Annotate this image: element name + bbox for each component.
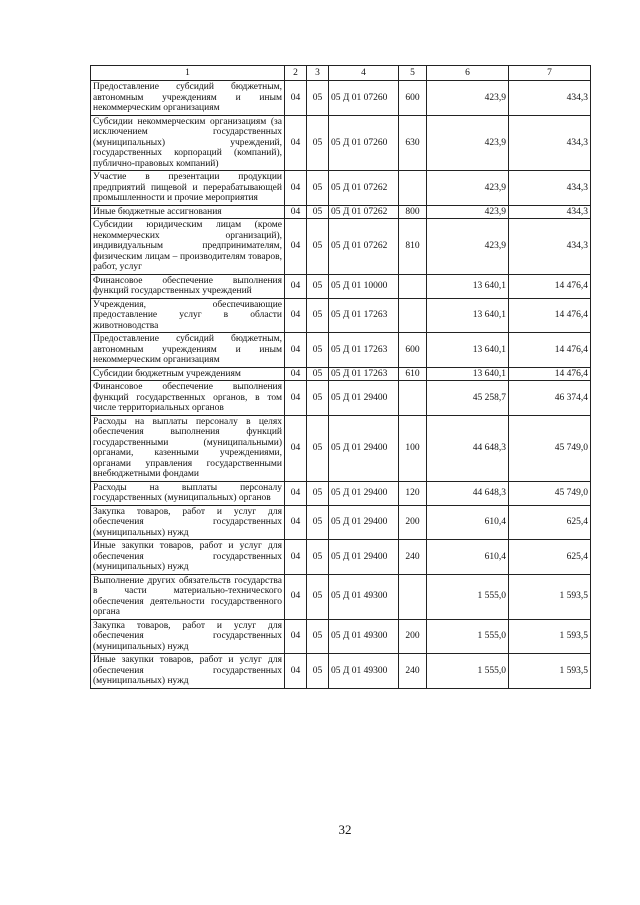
- section-code-cell: 04: [285, 367, 307, 381]
- amount-year2-cell: 1 593,5: [509, 574, 591, 619]
- row-name-cell: Участие в презентации продукции предприятий пищевой и перерабатывающей промышленности и прочие мероприятия: [91, 171, 285, 206]
- row-name-cell: Субсидии бюджетным учреждениям: [91, 367, 285, 381]
- target-article-cell: 05 Д 01 29400: [329, 381, 399, 416]
- target-article-cell: 05 Д 01 29400: [329, 505, 399, 540]
- target-article-cell: 05 Д 01 07260: [329, 115, 399, 171]
- subsection-code-cell: 05: [307, 367, 329, 381]
- amount-year1-cell: 423,9: [427, 115, 509, 171]
- amount-year2-cell: 45 749,0: [509, 481, 591, 505]
- header-row: [91, 66, 591, 81]
- amount-year1-cell: 13 640,1: [427, 298, 509, 333]
- section-code-cell: 04: [285, 274, 307, 298]
- amount-year2-cell: 434,3: [509, 115, 591, 171]
- amount-year2-cell: 45 749,0: [509, 415, 591, 481]
- row-name-cell: Предоставление субсидий бюджетным, автономным учреждениям и иным некоммерческим организациям: [91, 333, 285, 368]
- target-article-cell: 05 Д 01 17263: [329, 333, 399, 368]
- header-cell: 1: [91, 66, 285, 81]
- table-row: [91, 333, 591, 368]
- page-number: 32: [338, 822, 352, 837]
- amount-year1-cell: 610,4: [427, 505, 509, 540]
- amount-year2-cell: 625,4: [509, 505, 591, 540]
- expense-type-cell: 600: [399, 81, 427, 116]
- row-name-cell: Финансовое обеспечение выполнения функций государственных учреждений: [91, 274, 285, 298]
- amount-year2-cell: 1 593,5: [509, 619, 591, 654]
- expense-type-cell: 630: [399, 115, 427, 171]
- expense-type-cell: [399, 574, 427, 619]
- target-article-cell: 05 Д 01 17263: [329, 298, 399, 333]
- expense-type-cell: 600: [399, 333, 427, 368]
- row-name-cell: Закупка товаров, работ и услуг для обеспечения государственных (муниципальных) нужд: [91, 619, 285, 654]
- row-name-cell: Иные закупки товаров, работ и услуг для обеспечения государственных (муниципальных) нужд: [91, 540, 285, 575]
- table-row: [91, 81, 591, 116]
- amount-year1-cell: 423,9: [427, 171, 509, 206]
- amount-year2-cell: 46 374,4: [509, 381, 591, 416]
- table-row: [91, 205, 591, 219]
- section-code-cell: 04: [285, 574, 307, 619]
- table-row: [91, 171, 591, 206]
- row-name-cell: Субсидии юридическим лицам (кроме некоммерческих организаций), индивидуальным предпринимателям, физическим лицам – производителям товаров, работ, услуг: [91, 219, 285, 275]
- target-article-cell: 05 Д 01 29400: [329, 540, 399, 575]
- target-article-cell: 05 Д 01 10000: [329, 274, 399, 298]
- amount-year1-cell: 1 555,0: [427, 574, 509, 619]
- subsection-code-cell: 05: [307, 540, 329, 575]
- target-article-cell: 05 Д 01 07262: [329, 171, 399, 206]
- header-cell: 6: [427, 66, 509, 81]
- section-code-cell: 04: [285, 540, 307, 575]
- table-row: [91, 381, 591, 416]
- subsection-code-cell: 05: [307, 81, 329, 116]
- row-name-cell: Иные закупки товаров, работ и услуг для обеспечения государственных (муниципальных) нужд: [91, 654, 285, 689]
- amount-year1-cell: 423,9: [427, 205, 509, 219]
- target-article-cell: 05 Д 01 49300: [329, 619, 399, 654]
- subsection-code-cell: 05: [307, 505, 329, 540]
- row-name-cell: Финансовое обеспечение выполнения функций государственных органов, в том числе территориальных органов: [91, 381, 285, 416]
- section-code-cell: 04: [285, 333, 307, 368]
- target-article-cell: 05 Д 01 17263: [329, 367, 399, 381]
- section-code-cell: 04: [285, 619, 307, 654]
- subsection-code-cell: 05: [307, 481, 329, 505]
- expense-type-cell: 120: [399, 481, 427, 505]
- amount-year1-cell: 13 640,1: [427, 333, 509, 368]
- section-code-cell: 04: [285, 481, 307, 505]
- expense-type-cell: [399, 171, 427, 206]
- amount-year1-cell: 44 648,3: [427, 415, 509, 481]
- section-code-cell: 04: [285, 205, 307, 219]
- row-name-cell: Закупка товаров, работ и услуг для обеспечения государственных (муниципальных) нужд: [91, 505, 285, 540]
- header-cell: 7: [509, 66, 591, 81]
- target-article-cell: 05 Д 01 29400: [329, 481, 399, 505]
- table-row: [91, 367, 591, 381]
- amount-year1-cell: 13 640,1: [427, 274, 509, 298]
- section-code-cell: 04: [285, 171, 307, 206]
- section-code-cell: 04: [285, 654, 307, 689]
- row-name-cell: Учреждения, обеспечивающие предоставление услуг в области животноводства: [91, 298, 285, 333]
- amount-year1-cell: 423,9: [427, 81, 509, 116]
- expense-type-cell: [399, 381, 427, 416]
- expense-type-cell: 100: [399, 415, 427, 481]
- target-article-cell: 05 Д 01 07260: [329, 81, 399, 116]
- expense-type-cell: 800: [399, 205, 427, 219]
- subsection-code-cell: 05: [307, 654, 329, 689]
- row-name-cell: Выполнение других обязательств государства в части материально-технического обеспечения деятельности государственного органа: [91, 574, 285, 619]
- subsection-code-cell: 05: [307, 333, 329, 368]
- table-row: [91, 415, 591, 481]
- amount-year2-cell: 434,3: [509, 219, 591, 275]
- expense-type-cell: 200: [399, 505, 427, 540]
- target-article-cell: 05 Д 01 49300: [329, 654, 399, 689]
- table-row: [91, 115, 591, 171]
- amount-year1-cell: 610,4: [427, 540, 509, 575]
- amount-year2-cell: 14 476,4: [509, 367, 591, 381]
- amount-year2-cell: 434,3: [509, 171, 591, 206]
- target-article-cell: 05 Д 01 07262: [329, 205, 399, 219]
- expense-type-cell: 810: [399, 219, 427, 275]
- subsection-code-cell: 05: [307, 574, 329, 619]
- table-row: [91, 574, 591, 619]
- amount-year2-cell: 14 476,4: [509, 298, 591, 333]
- subsection-code-cell: 05: [307, 381, 329, 416]
- row-name-cell: Расходы на выплаты персоналу государственных (муниципальных) органов: [91, 481, 285, 505]
- table-row: [91, 619, 591, 654]
- section-code-cell: 04: [285, 81, 307, 116]
- amount-year1-cell: 13 640,1: [427, 367, 509, 381]
- expense-type-cell: 240: [399, 540, 427, 575]
- amount-year2-cell: 1 593,5: [509, 654, 591, 689]
- amount-year1-cell: 45 258,7: [427, 381, 509, 416]
- expense-type-cell: 610: [399, 367, 427, 381]
- header-cell: 3: [307, 66, 329, 81]
- row-name-cell: Иные бюджетные ассигнования: [91, 205, 285, 219]
- amount-year1-cell: 44 648,3: [427, 481, 509, 505]
- subsection-code-cell: 05: [307, 415, 329, 481]
- expense-type-cell: 240: [399, 654, 427, 689]
- header-cell: 2: [285, 66, 307, 81]
- subsection-code-cell: 05: [307, 205, 329, 219]
- amount-year2-cell: 434,3: [509, 81, 591, 116]
- target-article-cell: 05 Д 01 49300: [329, 574, 399, 619]
- subsection-code-cell: 05: [307, 171, 329, 206]
- header-cell: 4: [329, 66, 399, 81]
- amount-year1-cell: 1 555,0: [427, 654, 509, 689]
- amount-year2-cell: 434,3: [509, 205, 591, 219]
- amount-year2-cell: 625,4: [509, 540, 591, 575]
- row-name-cell: Субсидии некоммерческим организациям (за исключением государственных (муниципальных) учреждений, государственных корпораций (компаний), публично-правовых компаний): [91, 115, 285, 171]
- amount-year1-cell: 1 555,0: [427, 619, 509, 654]
- target-article-cell: 05 Д 01 07262: [329, 219, 399, 275]
- expense-type-cell: 200: [399, 619, 427, 654]
- table-row: [91, 274, 591, 298]
- amount-year2-cell: 14 476,4: [509, 333, 591, 368]
- table-row: [91, 481, 591, 505]
- row-name-cell: Расходы на выплаты персоналу в целях обеспечения выполнения функций государственными (муниципальными) органами, казенными учреждениями, органами управления государственными внебюджетными фондами: [91, 415, 285, 481]
- section-code-cell: 04: [285, 381, 307, 416]
- section-code-cell: 04: [285, 219, 307, 275]
- subsection-code-cell: 05: [307, 619, 329, 654]
- target-article-cell: 05 Д 01 29400: [329, 415, 399, 481]
- table-row: [91, 540, 591, 575]
- amount-year2-cell: 14 476,4: [509, 274, 591, 298]
- row-name-cell: Предоставление субсидий бюджетным, автономным учреждениям и иным некоммерческим организациям: [91, 81, 285, 116]
- expense-type-cell: [399, 298, 427, 333]
- subsection-code-cell: 05: [307, 274, 329, 298]
- section-code-cell: 04: [285, 298, 307, 333]
- table-row: [91, 298, 591, 333]
- table-row: [91, 219, 591, 275]
- table-row: [91, 505, 591, 540]
- amount-year1-cell: 423,9: [427, 219, 509, 275]
- table-row: [91, 654, 591, 689]
- subsection-code-cell: 05: [307, 298, 329, 333]
- section-code-cell: 04: [285, 415, 307, 481]
- section-code-cell: 04: [285, 505, 307, 540]
- budget-table: [90, 65, 591, 689]
- subsection-code-cell: 05: [307, 219, 329, 275]
- expense-type-cell: [399, 274, 427, 298]
- subsection-code-cell: 05: [307, 115, 329, 171]
- section-code-cell: 04: [285, 115, 307, 171]
- header-cell: 5: [399, 66, 427, 81]
